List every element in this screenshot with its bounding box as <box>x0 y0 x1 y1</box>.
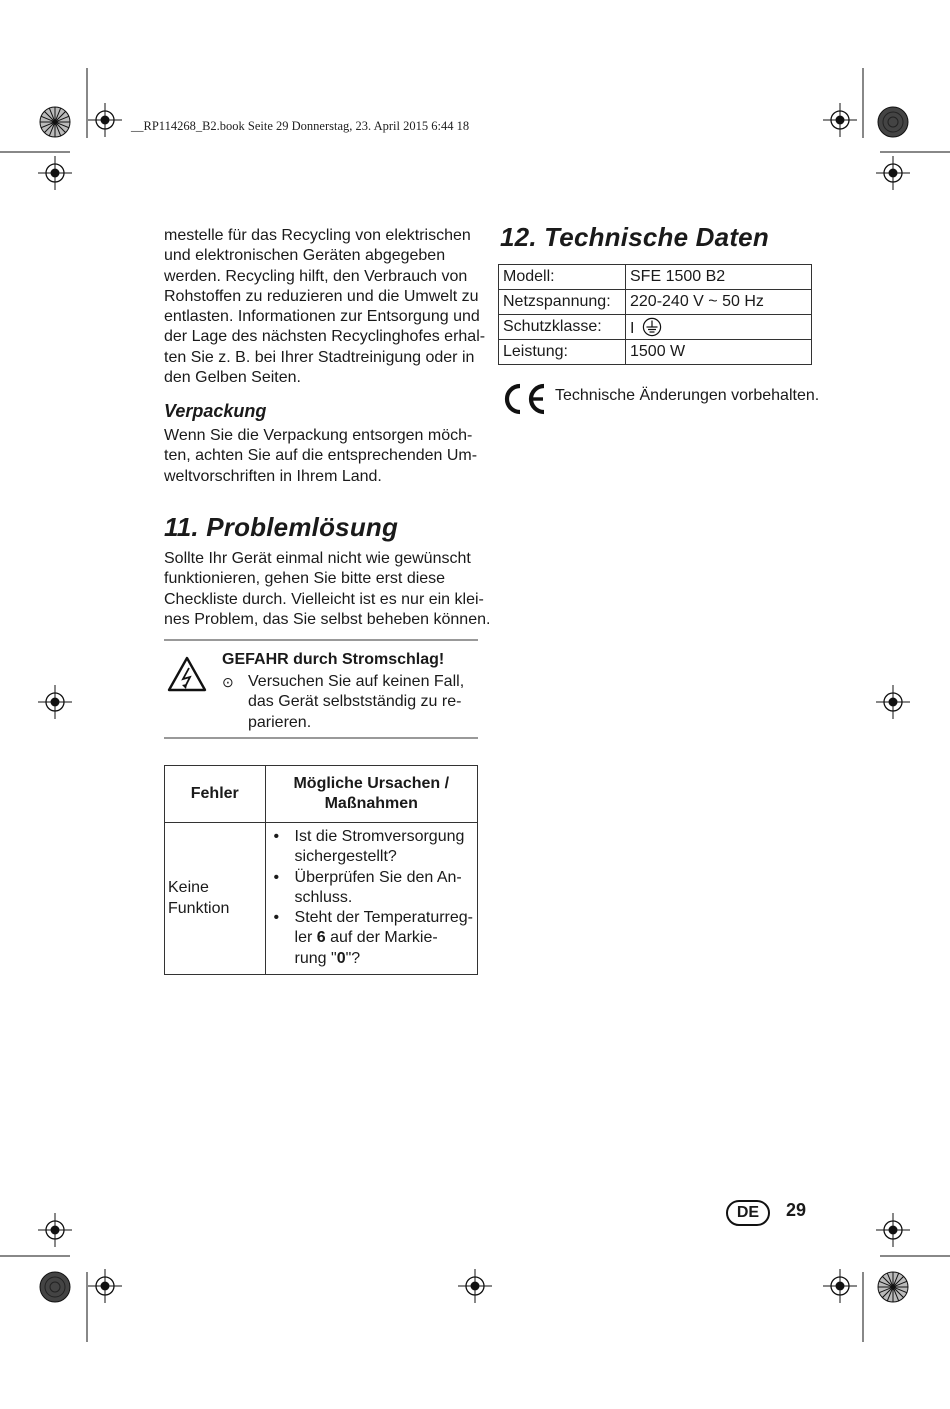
language-badge: DE <box>726 1200 770 1226</box>
col-header-error: Fehler <box>165 766 266 823</box>
error-cell: Keine Funktion <box>165 823 266 975</box>
warning-text: Versuchen Sie auf keinen Fall, das Gerät selbstständig zu re- parieren. <box>248 673 465 731</box>
spec-value: I <box>626 315 812 340</box>
warning-title: GEFAHR durch Stromschlag! <box>222 651 445 668</box>
list-item: • Steht der Temperaturreg- ler 6 auf der Markie- rung "0"? <box>274 908 473 969</box>
technical-changes-note: Technische Änderungen vorbehalten. <box>555 387 820 404</box>
table-row <box>165 823 478 975</box>
causes-cell <box>265 823 477 975</box>
spec-value: 1500 W <box>626 340 812 365</box>
list-item: • Ist die Stromversorgung sichergestellt? <box>274 827 473 868</box>
table-row <box>499 340 812 365</box>
spec-label: Schutzklasse: <box>499 315 626 340</box>
col-header-causes: Mögliche Ursachen / Maßnahmen <box>265 766 477 823</box>
print-header-line: __RP114268_B2.book Seite 29 Donnerstag, 23. April 2015 6:44 18 <box>131 119 470 133</box>
section-12-title: 12. Technische Daten <box>500 222 769 252</box>
electric-hazard-icon <box>167 656 207 692</box>
table-row <box>499 290 812 315</box>
warning-bottom-rule <box>164 737 478 739</box>
table-row <box>499 315 812 340</box>
warning-top-rule <box>164 639 478 641</box>
troubleshooting-intro: Sollte Ihr Gerät einmal nicht wie gewünscht funktionieren, gehen Sie bitte erst diese Checkliste durch. Vielleicht ist es nur ein klei- nes Problem, das Sie selbst beheben können. <box>164 550 491 628</box>
spec-label: Modell: <box>499 265 626 290</box>
technical-data-table <box>498 264 812 365</box>
page-number: 29 <box>786 1200 807 1220</box>
table-row <box>499 265 812 290</box>
table-header-row <box>165 766 478 823</box>
warning-bullet-icon: ⊙ <box>222 674 234 690</box>
list-item: • Überprüfen Sie den An- schluss. <box>274 868 473 909</box>
packaging-heading: Verpackung <box>164 401 267 421</box>
spec-value: SFE 1500 B2 <box>626 265 812 290</box>
packaging-paragraph: Wenn Sie die Verpackung entsorgen möch- ten, achten Sie auf die entsprechenden Um- weltvorschriften in Ihrem Land. <box>164 427 478 485</box>
protective-earth-icon <box>642 317 662 337</box>
spec-label: Netzspannung: <box>499 290 626 315</box>
spec-label: Leistung: <box>499 340 626 365</box>
spec-value: 220-240 V ~ 50 Hz <box>626 290 812 315</box>
recycling-paragraph: mestelle für das Recycling von elektrischen und elektronischen Geräten abgegeben werden. Recycling hilft, den Verbrauch von Rohstoffen zu reduzieren und die Umwelt zu entlasten. Informationen zur Entsorgung und der Lage des nächsten Recyclinghofes erhal- ten Sie z. B. bei Ihrer Stadtreinigung oder in den Gelben Seiten. <box>164 227 486 387</box>
ce-mark-icon <box>501 382 547 416</box>
troubleshooting-table <box>164 765 478 975</box>
section-11-title: 11. Problemlösung <box>164 512 399 542</box>
